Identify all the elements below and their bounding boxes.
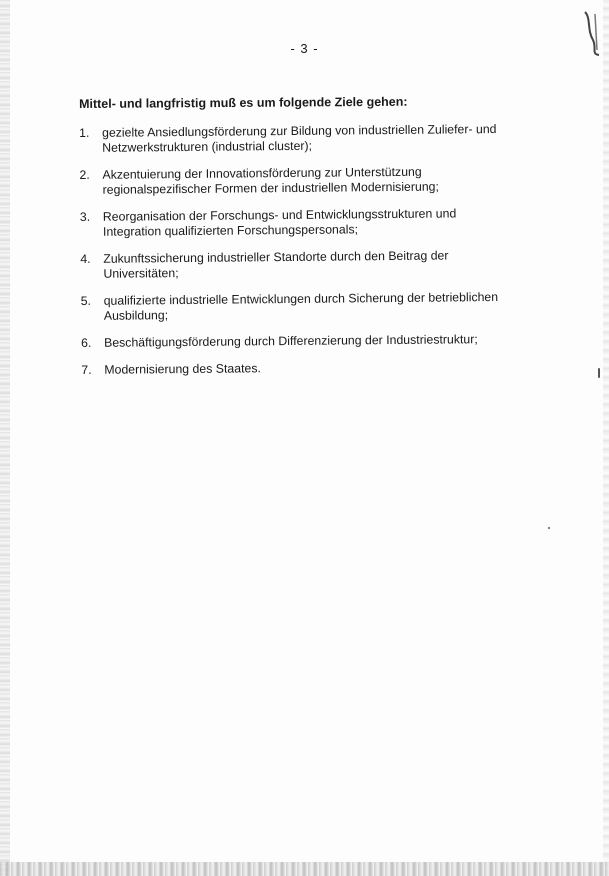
goal-number: 1. xyxy=(79,125,90,140)
scan-speck xyxy=(598,368,600,378)
scan-left-edge xyxy=(0,0,10,876)
goal-text: qualifizierte industrielle Entwicklungen durch Sicherung der betrieblichen Ausbildung; xyxy=(103,289,499,323)
goal-item-2 xyxy=(79,164,509,198)
goal-text: Akzentuierung der Innovationsförderung zur Unterstützung regionalspezifischer Formen der industriellen Modernisierung; xyxy=(102,164,439,197)
goal-number: 5. xyxy=(80,293,92,308)
scan-speck xyxy=(548,527,550,529)
goal-text: Modernisierung des Staates. xyxy=(104,361,261,377)
goal-number: 4. xyxy=(80,251,91,266)
goal-text: Reorganisation der Forschungs- und Entwicklungsstrukturen und Integration qualifizierten Forschungspersonals; xyxy=(102,206,457,239)
goal-number: 2. xyxy=(79,167,90,182)
goal-text: Beschäftigungsförderung durch Differenzierung der Industriestruktur; xyxy=(104,332,478,350)
goal-text: Zukunftssicherung industrieller Standorte durch den Beitrag der Universitäten; xyxy=(103,248,449,281)
goal-item-3 xyxy=(80,206,510,240)
section-heading: Mittel- und langfristig muß es um folgende Ziele gehen: xyxy=(79,94,408,111)
page-number: - 3 - xyxy=(290,41,319,56)
goal-item-4 xyxy=(80,248,510,282)
goal-item-5 xyxy=(81,290,511,324)
goal-item-6 xyxy=(81,332,511,351)
goal-number: 7. xyxy=(81,362,92,377)
scan-bottom-edge xyxy=(0,862,609,876)
goal-item-1 xyxy=(79,122,509,156)
goal-number: 6. xyxy=(81,335,92,350)
goal-list xyxy=(79,122,512,390)
scan-right-edge xyxy=(603,0,609,876)
goal-item-7 xyxy=(81,359,511,378)
goal-number: 3. xyxy=(79,209,91,224)
goal-text: gezielte Ansiedlungsförderung zur Bildung von industriellen Zuliefer- und Netzwerkstrukturen (industrial cluster); xyxy=(101,121,497,155)
